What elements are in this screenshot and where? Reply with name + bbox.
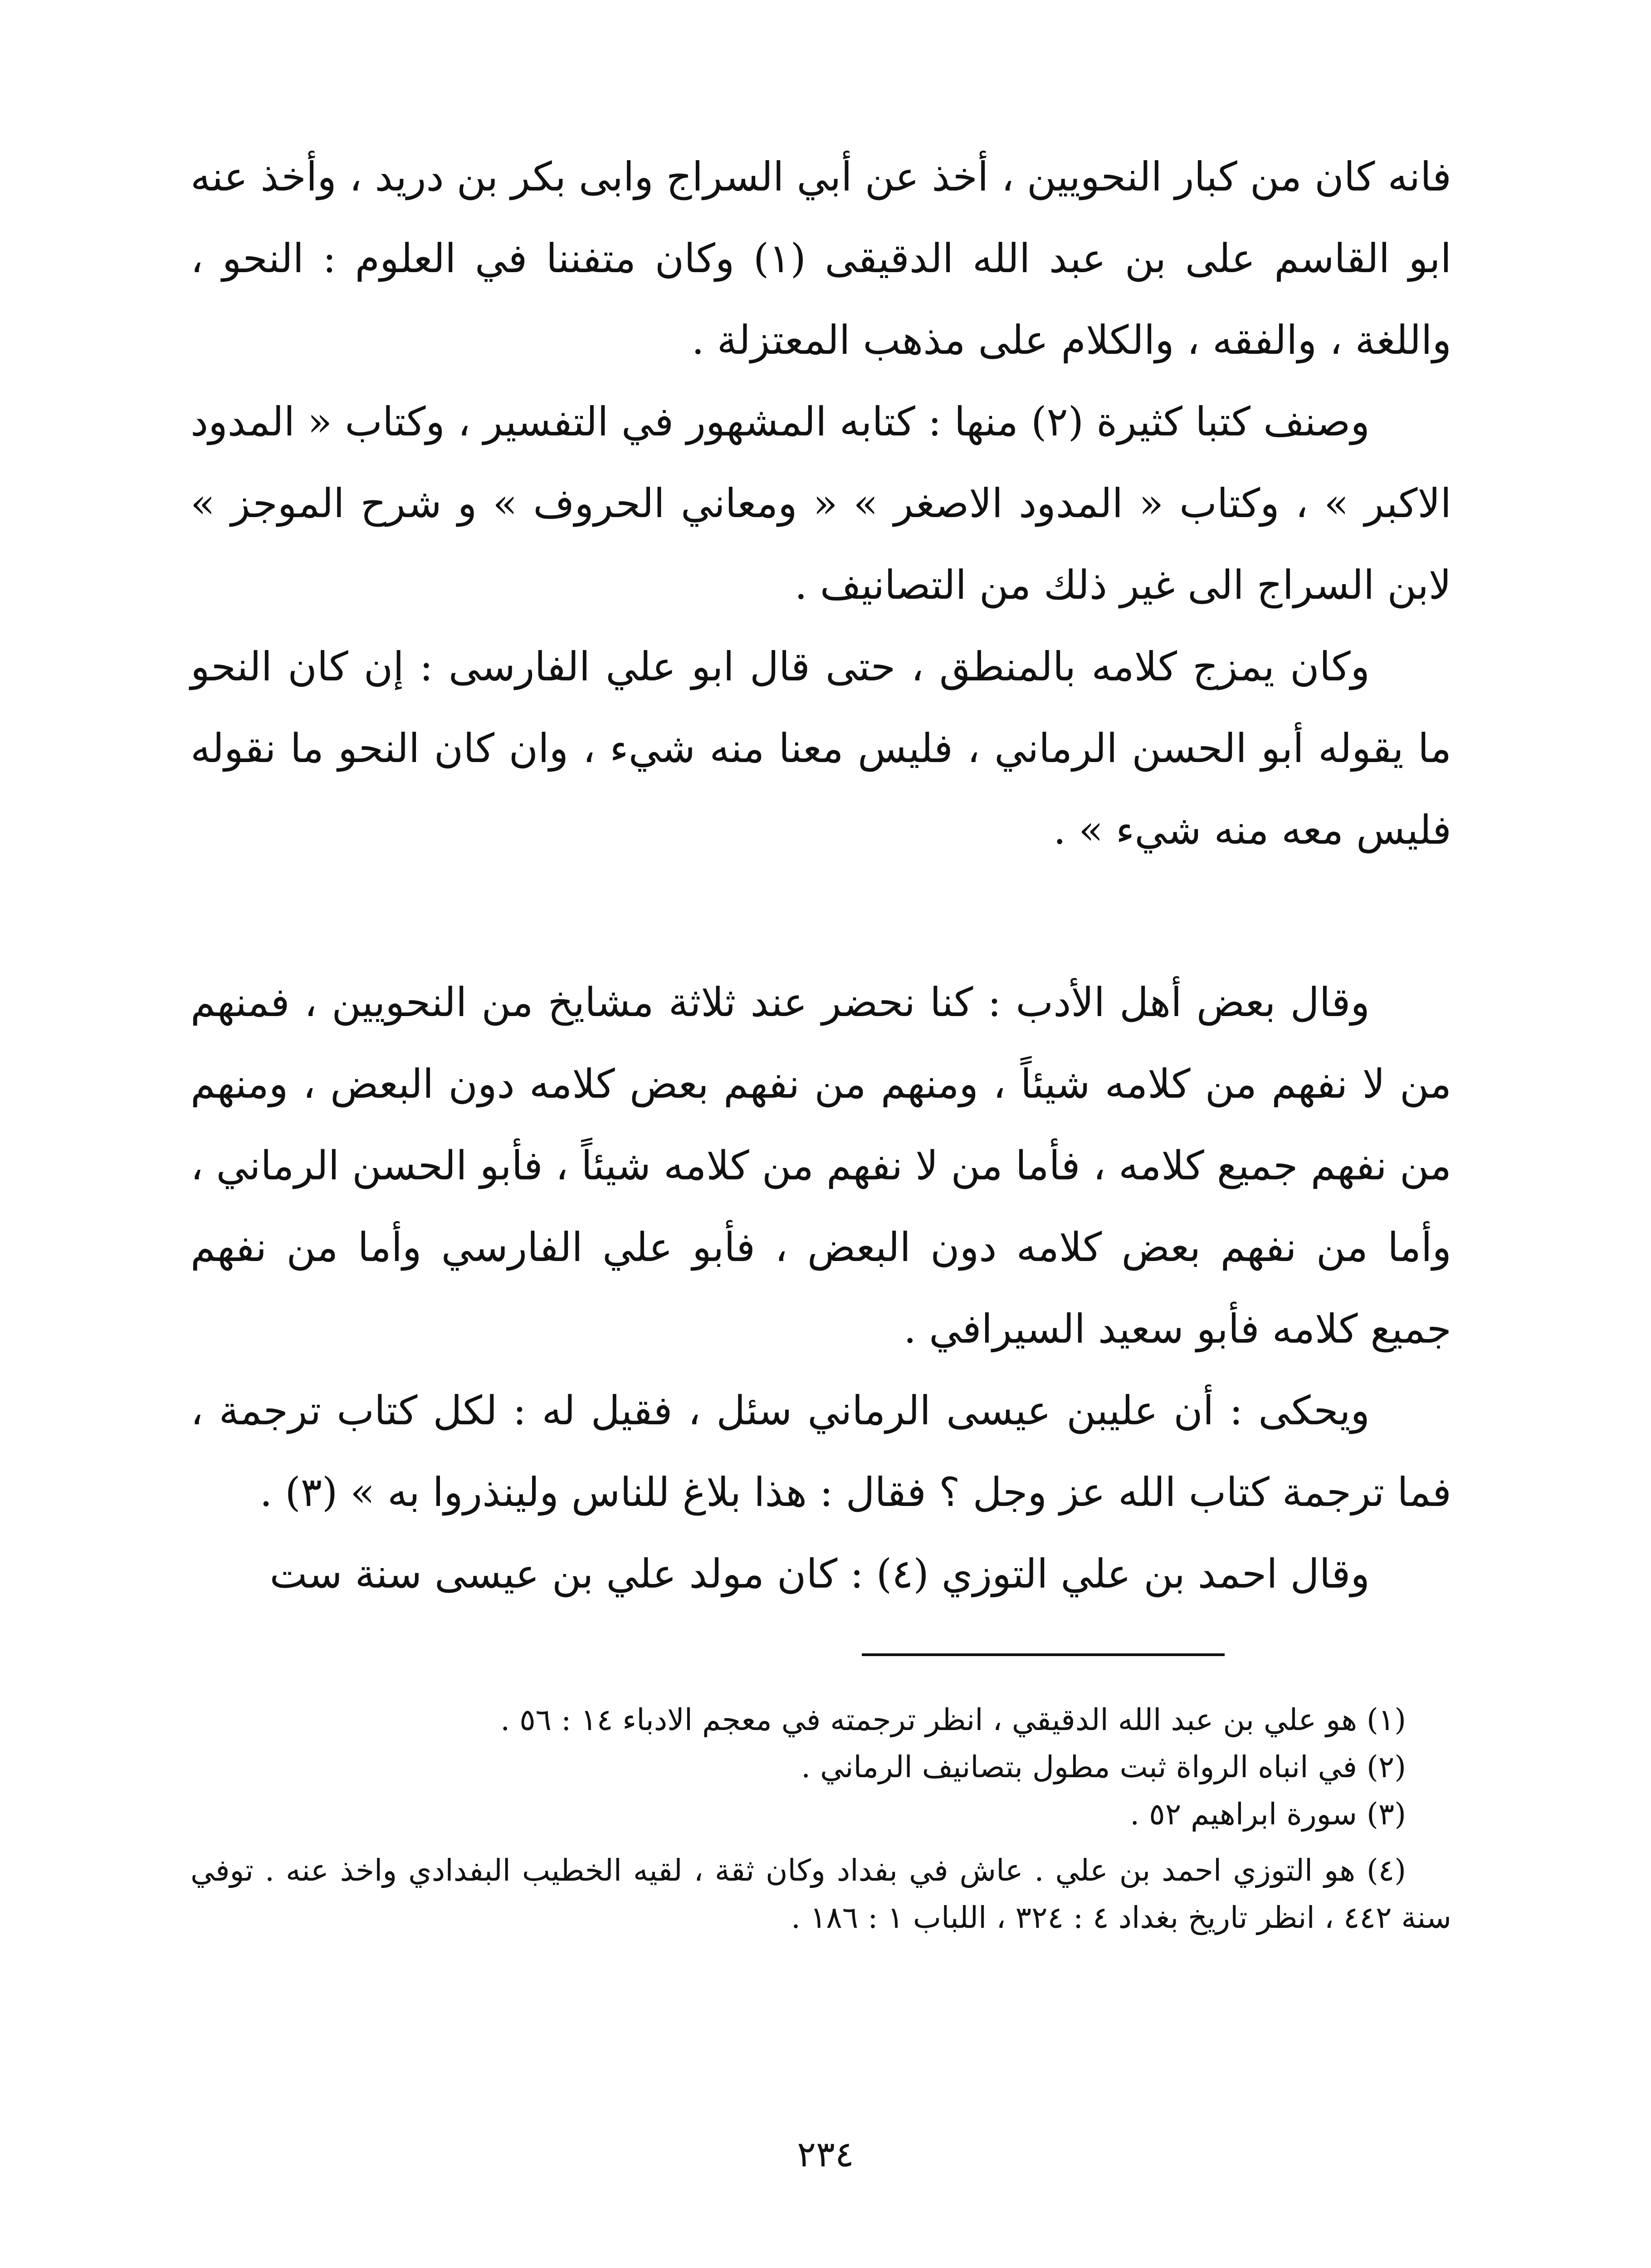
footnote-1: (١) هو علي بن عبد الله الدقيقي ، انظر ترجمته في معجم الادباء ١٤ : ٥٦ .	[500, 1702, 1406, 1737]
paragraph-6: وقال احمد بن علي التوزي (٤) : كان مولد علي بن عيسى سنة ست	[269, 1550, 1370, 1597]
footnote-3: (٣) سورة ابراهيم ٥٢ .	[1130, 1797, 1406, 1832]
paragraph-2: وصنف كتبا كثيرة (٢) منها : كتابه المشهور في التفسير ، وكتاب « المدود الاكبر » ، وكتاب « المدود الاصغر » « ومعاني الحروف » و شرح الموجز » لابن السراج الى غير ذلك من التصانيف .	[190, 398, 1451, 608]
paragraph-3: وكان يمزج كلامه بالمنطق ، حتى قال ابو علي الفارسى : إن كان النحو ما يقوله أبو الحسن الرماني ، فليس معنا منه شيء ، وان كان النحو ما نقوله فليس معه منه شيء » .	[190, 643, 1451, 853]
footnote-2: (٢) في انباه الرواة ثبت مطول بتصانيف الرماني .	[801, 1750, 1406, 1784]
body-text	[190, 136, 1451, 1615]
footnotes	[190, 1696, 1451, 1941]
paragraph-5: ويحكى : أن عليبن عيسى الرماني سئل ، فقيل له : لكل كتاب ترجمة ، فما ترجمة كتاب الله عز وجل ؟ فقال : هذا بلاغ للناس ولينذروا به » (٣) .	[190, 1387, 1451, 1515]
footnote-4: (٤) هو التوزي احمد بن علي . عاش في بفداد وكان ثقة ، لقيه الخطيب البفدادي واخذ عنه . توفي سنة ٤٤٢ ، انظر تاريخ بغداد ٤ : ٣٢٤ ، اللباب ١ : ١٨٦ .	[190, 1853, 1451, 1935]
footnote-separator	[862, 1653, 1225, 1656]
page-number: ٢٣٤	[797, 2134, 854, 2175]
paragraph-1: فانه كان من كبار النحويين ، أخذ عن أبي السراج وابى بكر بن دريد ، وأخذ عنه ابو القاسم على بن عبد الله الدقيقى (١) وكان متفننا في العلوم : النحو ، واللغة ، والفقه ، والكلام على مذهب المعتزلة .	[190, 153, 1452, 363]
paragraph-4: وقال بعض أهل الأدب : كنا نحضر عند ثلاثة مشايخ من النحويين ، فمنهم من لا نفهم من كلامه شيئاً ، ومنهم من نفهم بعض كلامه دون البعض ، ومنهم من نفهم جميع كلامه ، فأما من لا نفهم من كلامه شيئاً ، فأبو الحسن الرماني ، وأما من نفهم بعض كلامه دون البعض ، فأبو علي الفارسي وأما من نفهم جميع كلامه فأبو سعيد السيرافي .	[190, 979, 1451, 1352]
